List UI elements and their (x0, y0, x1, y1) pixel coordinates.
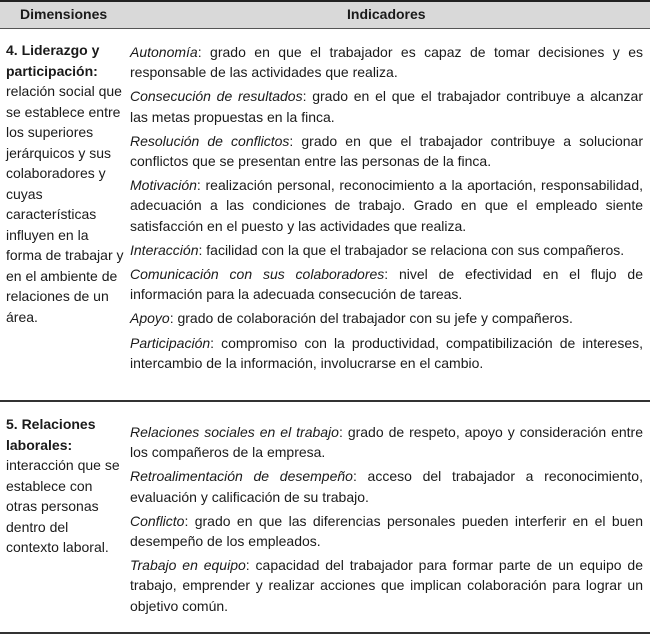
dimension-title: 4. Liderazgo y participación: (6, 42, 100, 79)
section-liderazgo (0, 30, 650, 402)
indicator-term: Apoyo (130, 310, 170, 327)
indicator-text: : grado en el que el trabajador contribuye a alcanzar las metas propuestas en la finca. (130, 88, 644, 125)
indicator-text: : nivel de efectividad en el flujo de información para la adecuada consecución de tareas. (130, 266, 643, 303)
indicator-text: : compromiso con la productividad, compatibilización de intereses, intercambio de la información, involucrarse en el cambio. (130, 334, 643, 371)
indicator (130, 240, 643, 260)
indicator-text: : grado de respeto, apoyo y consideración entre los compañeros de la empresa. (130, 424, 643, 461)
indicator (130, 131, 643, 171)
indicator (130, 175, 643, 236)
indicator (130, 511, 643, 551)
indicator-text: : capacidad del trabajador para formar parte de un equipo de trabajo, emprender y realizar acciones que implican colaboración para lograr un objetivo común. (130, 557, 643, 614)
indicator (130, 466, 643, 506)
table-header (0, 0, 650, 29)
indicator-term: Interacción (130, 241, 199, 258)
indicator (130, 555, 643, 616)
indicator-term: Conflicto (130, 512, 185, 529)
indicator-term: Retroalimentación de desempeño (130, 468, 353, 485)
indicator-text: : grado de colaboración del trabajador con su jefe y compañeros. (169, 310, 573, 327)
indicator (130, 333, 643, 373)
header-dimensiones: Dimensiones (20, 6, 108, 22)
indicator-text: : realización personal, reconocimiento a la aportación, responsabilidad, adecuación a las condiciones de trabajo. Grado en que el empleado siente satisfacción en el puesto y las actividades que realiza. (130, 177, 643, 234)
indicators-cell (130, 422, 643, 620)
dimension-cell (6, 40, 124, 327)
indicator (130, 308, 643, 328)
indicator (130, 86, 643, 126)
indicator (130, 264, 643, 304)
header-indicadores: Indicadores (347, 6, 426, 22)
indicator-text: : grado en que las diferencias personales pueden interferir en el buen desempeño de los empleados. (130, 512, 643, 550)
dimension-cell (6, 414, 124, 558)
indicator-term: Participación (130, 334, 211, 351)
indicator (130, 422, 643, 462)
indicator-text: : acceso del trabajador a reconocimiento, evaluación y calificación de su trabajo. (130, 468, 643, 505)
indicator-text: : grado en que el trabajador es capaz de tomar decisiones y es responsable de las actividades que realiza. (130, 44, 643, 81)
indicator-term: Comunicación con sus colaboradores (130, 266, 385, 283)
indicator (130, 42, 643, 82)
dimension-description: relación social que se establece entre los superiores jerárquicos y sus colaboradores y cuyas características influyen en la forma de trabajar y en el ambiente de relaciones de un área. (6, 83, 124, 325)
indicator-term: Motivación (130, 177, 197, 194)
indicator-term: Autonomía (130, 44, 198, 60)
dimension-description: interacción que se establece con otras personas dentro del contexto laboral. (6, 457, 120, 555)
indicator-term: Consecución de resultados (130, 88, 303, 105)
section-relaciones-laborales (0, 414, 650, 634)
indicator-text: : facilidad con la que el trabajador se relaciona con sus compañeros. (198, 241, 625, 258)
indicator-term: Relaciones sociales en el trabajo (130, 424, 339, 440)
indicator-text: : grado en que el trabajador contribuye a solucionar conflictos que se presentan entre las personas de la finca. (130, 132, 643, 170)
indicator-term: Resolución de conflictos (130, 132, 290, 149)
dimension-title: 5. Relaciones laborales: (6, 416, 96, 453)
indicators-cell (130, 42, 643, 377)
indicator-term: Trabajo en equipo (130, 557, 246, 574)
